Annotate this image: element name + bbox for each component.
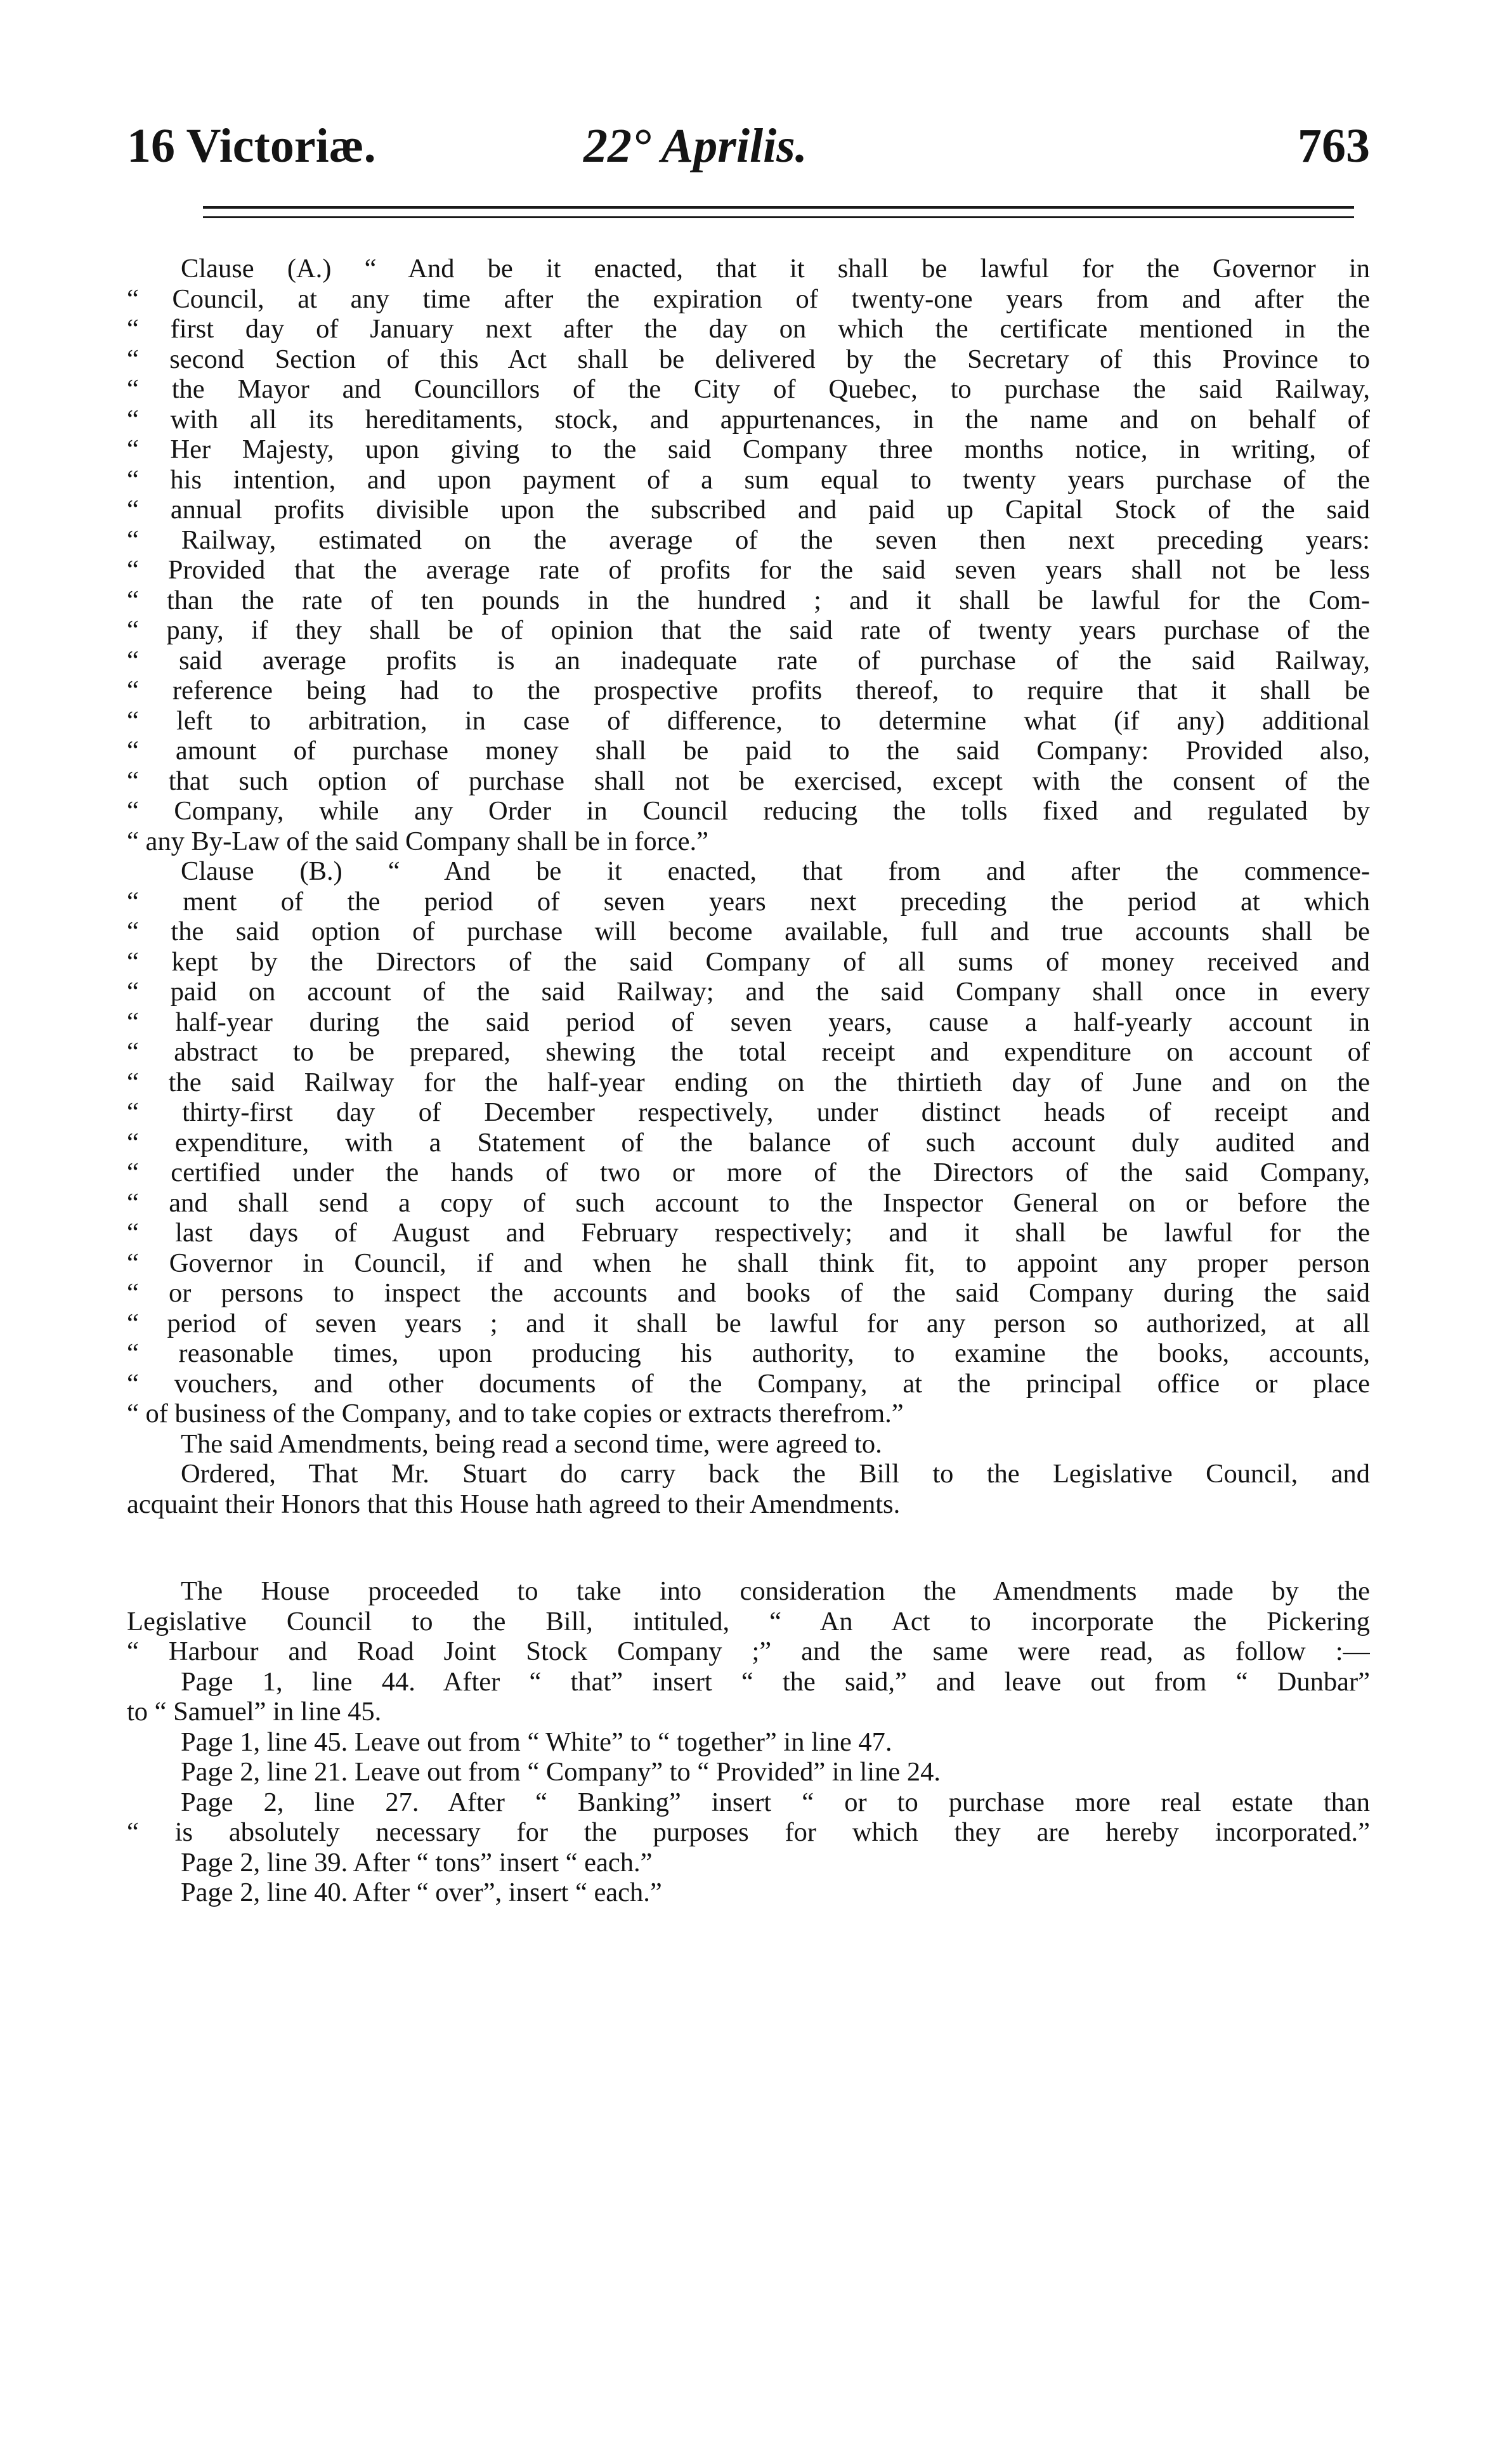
resolution-paragraph bbox=[127, 1429, 1370, 1520]
clause-b-paragraph bbox=[127, 856, 1370, 1429]
text-line: “ and shall send a copy of such account to the Inspector General on or before the bbox=[127, 1187, 1370, 1218]
text-line: to “ Samuel” in line 45. bbox=[127, 1697, 382, 1727]
text-line: “ paid on account of the said Railway; and the said Company shall once in every bbox=[127, 977, 1370, 1007]
text-line: Clause (A.) “ And be it enacted, that it shall be lawful for the Governor in bbox=[127, 254, 1370, 284]
text-line: “ left to arbitration, in case of difference, to determine what (if any) additional bbox=[127, 705, 1370, 736]
text-line: Clause (B.) “ And be it enacted, that from and after the commence- bbox=[127, 856, 1370, 886]
text-line: “ half-year during the said period of seven years, cause a half-yearly account in bbox=[127, 1007, 1370, 1037]
text-line: “ thirty-first day of December respectively, under distinct heads of receipt and bbox=[127, 1097, 1370, 1127]
text-line: “ annual profits divisible upon the subscribed and paid up Capital Stock of the said bbox=[127, 495, 1370, 525]
text-line: “ the said Railway for the half-year ending on the thirtieth day of June and on the bbox=[127, 1067, 1370, 1097]
text-line: The said Amendments, being read a second time, were agreed to. bbox=[127, 1428, 882, 1459]
text-line: “ the said option of purchase will become available, full and true accounts shall be bbox=[127, 917, 1370, 946]
text-line: “ ment of the period of seven years next preceding the period at which bbox=[127, 886, 1370, 917]
text-line: “ any By-Law of the said Company shall be in force.” bbox=[127, 826, 709, 856]
header-rule-top bbox=[203, 206, 1354, 209]
text-line: Legislative Council to the Bill, intituled, “ An Act to incorporate the Pickering bbox=[127, 1606, 1370, 1637]
text-line: “ his intention, and upon payment of a sum equal to twenty years purchase of the bbox=[127, 464, 1370, 495]
text-line: “ Her Majesty, upon giving to the said Company three months notice, in writing, of bbox=[127, 434, 1370, 464]
text-line: Page 1, line 45. Leave out from “ White” to “ together” in line 47. bbox=[127, 1727, 892, 1757]
clause-a-paragraph bbox=[127, 254, 1370, 856]
text-line: “ pany, if they shall be of opinion that the said rate of twenty years purchase of the bbox=[127, 615, 1370, 645]
text-line: “ second Section of this Act shall be delivered by the Secretary of this Province to bbox=[127, 344, 1370, 374]
text-line: “ that such option of purchase shall not be exercised, except with the consent of the bbox=[127, 766, 1370, 796]
header-rule-bottom bbox=[203, 216, 1354, 218]
text-line: “ Railway, estimated on the average of the seven then next preceding years: bbox=[127, 525, 1370, 555]
text-line: “ reasonable times, upon producing his authority, to examine the books, accounts, bbox=[127, 1338, 1370, 1368]
text-line: “ Harbour and Road Joint Stock Company ;” and the same were read, as follow :— bbox=[127, 1637, 1370, 1666]
text-line: “ amount of purchase money shall be paid to the said Company: Provided also, bbox=[127, 736, 1370, 766]
text-line: Ordered, That Mr. Stuart do carry back the Bill to the Legislative Council, and bbox=[127, 1459, 1370, 1489]
text-line: “ certified under the hands of two or more of the Directors of the said Company, bbox=[127, 1158, 1370, 1187]
text-line: “ kept by the Directors of the said Company of all sums of money received and bbox=[127, 946, 1370, 977]
page-number: 763 bbox=[1298, 119, 1370, 173]
text-line: Page 2, line 27. After “ Banking” insert “ or to purchase more real estate than bbox=[127, 1787, 1370, 1817]
text-line: Page 1, line 44. After “ that” insert “ the said,” and leave out from “ Dunbar” bbox=[127, 1666, 1370, 1697]
text-line: “ reference being had to the prospective profits thereof, to require that it shall be bbox=[127, 676, 1370, 705]
text-line: “ expenditure, with a Statement of the balance of such account duly audited and bbox=[127, 1127, 1370, 1158]
text-line: “ said average profits is an inadequate rate of purchase of the said Railway, bbox=[127, 645, 1370, 676]
text-line: “ period of seven years ; and it shall be lawful for any person so authorized, at all bbox=[127, 1308, 1370, 1338]
text-line: “ Governor in Council, if and when he shall think fit, to appoint any proper person bbox=[127, 1248, 1370, 1278]
header-date: 22° Aprilis. bbox=[583, 119, 807, 173]
text-line: “ abstract to be prepared, shewing the total receipt and expenditure on account of bbox=[127, 1037, 1370, 1067]
text-line: “ Council, at any time after the expiration of twenty-one years from and after the bbox=[127, 284, 1370, 314]
body-text bbox=[127, 254, 1370, 1908]
text-line: The House proceeded to take into consideration the Amendments made by the bbox=[127, 1576, 1370, 1606]
text-line: Page 2, line 21. Leave out from “ Company” to “ Provided” in line 24. bbox=[127, 1757, 941, 1787]
text-line: Page 2, line 40. After “ over”, insert “ each.” bbox=[127, 1878, 662, 1907]
text-line: “ last days of August and February respectively; and it shall be lawful for the bbox=[127, 1218, 1370, 1248]
text-line: “ of business of the Company, and to take copies or extracts therefrom.” bbox=[127, 1399, 904, 1428]
text-line: “ or persons to inspect the accounts and books of the said Company during the said bbox=[127, 1278, 1370, 1308]
text-line: “ is absolutely necessary for the purposes for which they are hereby incorporated.” bbox=[127, 1817, 1370, 1847]
text-line: “ Company, while any Order in Council reducing the tolls fixed and regulated by bbox=[127, 796, 1370, 826]
text-line: “ the Mayor and Councillors of the City of Quebec, to purchase the said Railway, bbox=[127, 374, 1370, 404]
text-line: “ than the rate of ten pounds in the hundred ; and it shall be lawful for the Com- bbox=[127, 585, 1370, 615]
page-header bbox=[127, 108, 1370, 184]
text-line: “ vouchers, and other documents of the Company, at the principal office or place bbox=[127, 1368, 1370, 1399]
text-line: “ first day of January next after the day on which the certificate mentioned in the bbox=[127, 314, 1370, 344]
text-line: acquaint their Honors that this House hath agreed to their Amendments. bbox=[127, 1489, 901, 1519]
header-regnal-year: 16 Victoriæ. bbox=[127, 119, 376, 173]
text-line: Page 2, line 39. After “ tons” insert “ each.” bbox=[127, 1847, 653, 1878]
pickering-bill-paragraph bbox=[127, 1576, 1370, 1908]
text-line: “ Provided that the average rate of profits for the said seven years shall not be less bbox=[127, 555, 1370, 585]
section-gap bbox=[127, 1519, 1370, 1576]
text-line: “ with all its hereditaments, stock, and appurtenances, in the name and on behalf of bbox=[127, 404, 1370, 434]
